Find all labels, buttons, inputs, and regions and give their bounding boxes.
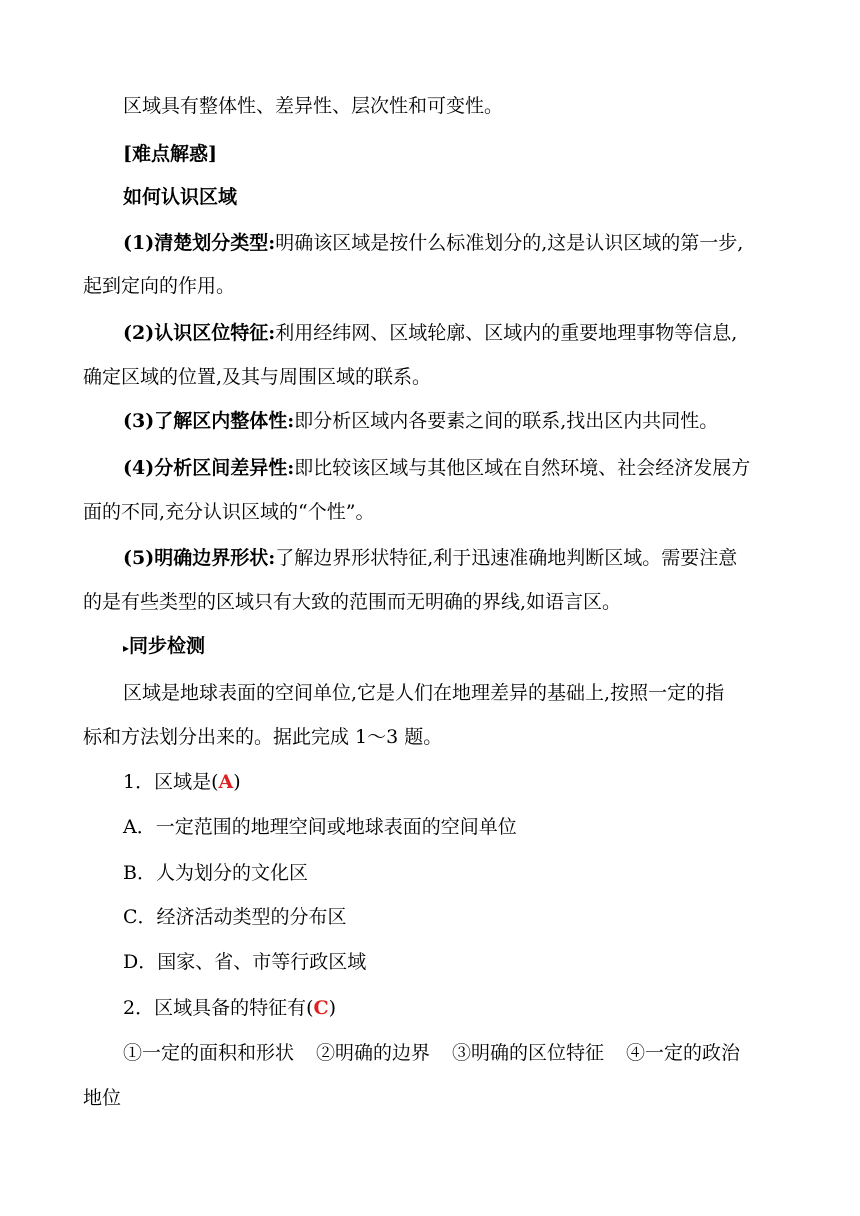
question-2-continuation: 地位 xyxy=(83,1087,122,1109)
point-1-line-2: 起到定向的作用。 xyxy=(83,275,236,297)
question-2-items xyxy=(123,1040,823,1066)
question-1-stem xyxy=(123,769,823,795)
question-1-option-d: D．国家、省、市等行政区域 xyxy=(123,951,367,973)
point-4-text: 即比较该区域与其他区域在自然环境、社会经济发展方 xyxy=(294,457,751,479)
question-1-option-a: A．一定范围的地理空间或地球表面的空间单位 xyxy=(123,816,517,838)
point-4-line-2: 面的不同,充分认识区域的“个性”。 xyxy=(83,501,375,523)
point-3-line-1 xyxy=(123,408,823,434)
sync-heading-text: 同步检测 xyxy=(129,635,206,657)
point-4-label: (4)分析区间差异性: xyxy=(123,457,295,479)
point-1-line-1 xyxy=(123,230,823,256)
question-1-option-b: B．人为划分的文化区 xyxy=(123,862,308,884)
question-1-text: 1．区域是( xyxy=(123,771,219,793)
question-1-answer: A xyxy=(218,771,234,793)
point-2-line-2: 确定区域的位置,及其与周围区域的联系。 xyxy=(83,366,432,388)
difficulty-heading: [难点解惑] xyxy=(123,143,217,165)
sync-heading xyxy=(123,633,823,661)
point-2-label: (2)认识区位特征: xyxy=(123,322,276,344)
triangle-marker-icon: ▸ xyxy=(123,641,130,655)
intro-line: 区域具有整体性、差异性、层次性和可变性。 xyxy=(123,95,504,117)
passage-line-2: 标和方法划分出来的。据此完成 1～3 题。 xyxy=(83,726,443,748)
point-2-line-1 xyxy=(123,320,823,346)
passage-line-1: 区域是地球表面的空间单位,它是人们在地理差异的基础上,按照一定的指 xyxy=(123,682,725,704)
point-1-label: (1)清楚划分类型: xyxy=(123,232,276,254)
question-2-stem xyxy=(123,995,823,1021)
point-3-text: 即分析区域内各要素之间的联系,找出区内共同性。 xyxy=(294,410,719,432)
point-5-line-2: 的是有些类型的区域只有大致的范围而无明确的界线,如语言区。 xyxy=(83,591,622,613)
point-5-line-1 xyxy=(123,545,823,571)
point-2-text: 利用经纬网、区域轮廓、区域内的重要地理事物等信息, xyxy=(275,322,738,344)
section-title: 如何认识区域 xyxy=(123,186,238,208)
question-2-item-4: ④一定的政治 xyxy=(626,1042,741,1064)
question-2-item-3: ③明确的区位特征 xyxy=(452,1042,605,1064)
question-1-option-c: C．经济活动类型的分布区 xyxy=(123,906,347,928)
point-5-text: 了解边界形状特征,利于迅速准确地判断区域。需要注意 xyxy=(275,547,738,569)
question-2-answer: C xyxy=(313,997,329,1019)
point-5-label: (5)明确边界形状: xyxy=(123,547,276,569)
question-2-item-1: ①一定的面积和形状 xyxy=(123,1042,295,1064)
point-4-line-1 xyxy=(123,455,823,481)
question-2-close: ) xyxy=(328,997,337,1019)
question-2-item-2: ②明确的边界 xyxy=(316,1042,431,1064)
point-3-label: (3)了解区内整体性: xyxy=(123,410,295,432)
question-1-close: ) xyxy=(233,771,241,793)
question-2-text: 2．区域具备的特征有( xyxy=(123,997,314,1019)
point-1-text: 明确该区域是按什么标准划分的,这是认识区域的第一步, xyxy=(275,232,744,254)
